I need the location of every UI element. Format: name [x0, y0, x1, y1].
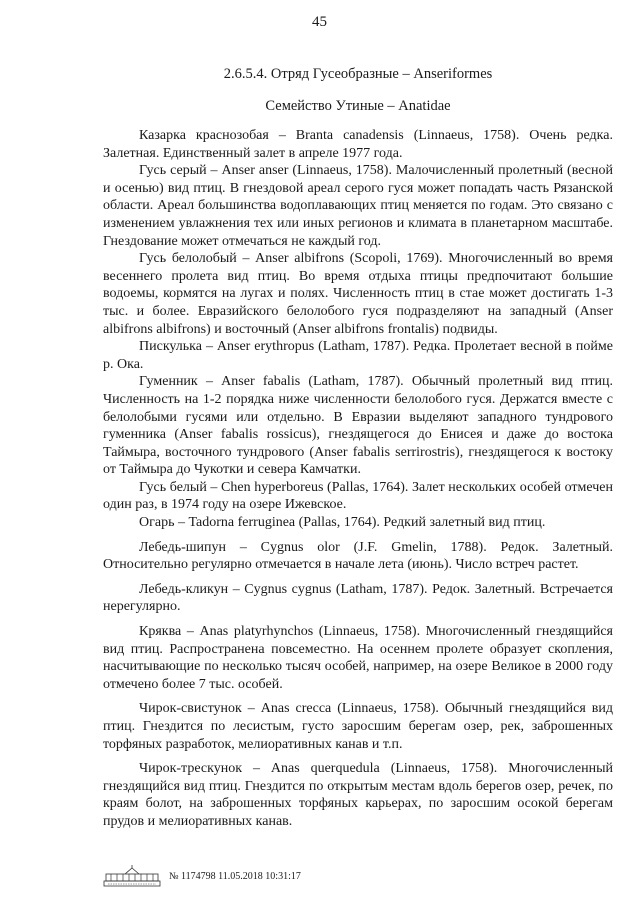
document-stamp-text: № 1174798 11.05.2018 10:31:17 [169, 871, 301, 882]
paragraph-chen-hyperboreus: Гусь белый – Chen hyperboreus (Pallas, 1764). Залет нескольких особей отмечен один раз, в 1974 году на озере Ижевское. [103, 479, 613, 513]
paragraph-cygnus-cygnus: Лебедь-кликун – Cygnus cygnus (Latham, 1787). Редок. Залетный. Встречается нерегулярно. [103, 581, 613, 615]
paragraph-anser-erythropus: Пискулька – Anser erythropus (Latham, 1787). Редка. Пролетает весной в пойме р. Ока. [103, 339, 613, 372]
paragraph-anas-crecca: Чирок-свистунок – Anas crecca (Linnaeus, 1758). Обычный гнездящийся вид птиц. Гнездится по лесистым, густо заросшим берегам озер, рек, заброшенных торфяных разработок, мелиоративных канав и т.п. [103, 701, 613, 752]
family-title: Семейство Утиные – Anatidae [265, 98, 451, 114]
paragraph-anas-platyrhynchos: Кряква – Anas platyrhynchos (Linnaeus, 1758). Многочисленный гнездящийся вид птиц. Распространена повсеместно. На осеннем пролете образует скопления, насчитывающие по несколько тысяч особей, например, на озере Великое в 2000 году отмечено более 7 тыс. особей. [103, 624, 613, 692]
page-number: 45 [312, 14, 327, 30]
paragraph-anas-querquedula: Чирок-трескунок – Anas querquedula (Linnaeus, 1758). Многочисленный гнездящийся вид птиц. Гнездится по открытым местам вдоль берегов озер, речек, по краям болот, на заброшенных торфяных карьерах, по заросшим осокой берегам прудов и мелиоративных канав. [103, 761, 613, 829]
paragraph-cygnus-olor: Лебедь-шипун – Cygnus olor (J.F. Gmelin, 1788). Редок. Залетный. Относительно регулярно отмечается в начале лета (июнь). Число встреч растет. [103, 539, 613, 573]
footer-stamp [103, 864, 403, 888]
document-body [103, 127, 613, 831]
paragraph-anser-anser: Гусь серый – Anser anser (Linnaeus, 1758). Малочисленный пролетный (весной и осенью) вид птиц. В гнездовой ареал серого гуся может попадать часть Рязанской области. Ареал большинства водоплавающих птиц меняется по годам. Это связано с изменением увлажнения тех или иных регионов и климата в планетарном масштабе. Гнездование может отмечаться не каждый год. [103, 163, 613, 249]
paragraph-anser-fabalis: Гуменник – Anser fabalis (Latham, 1787). Обычный пролетный вид птиц. Численность на 1-2 порядка ниже численности белолобого гуся. Держатся вместе с белолобыми гусями или отдельно. В Евразии выделяют западного тундрового гуменника (Anser fabalis rossicus), гнездящегося до Енисея и даже до востока Таймыра, восточного тундрового (Anser fabalis serrirostris), гнездящегося к востоку от Таймыра до Чукотки и севера Камчатки. [103, 374, 613, 478]
building-logo-icon [103, 864, 161, 888]
paragraph-tadorna: Огарь – Tadorna ferruginea (Pallas, 1764). Редкий залетный вид птиц. [139, 515, 546, 531]
paragraph-branta: Казарка краснозобая – Branta canadensis (Linnaeus, 1758). Очень редка. Залетная. Единственный залет в апреле 1977 года. [103, 128, 613, 161]
paragraph-anser-albifrons: Гусь белолобый – Anser albifrons (Scopoli, 1769). Многочисленный во время весеннего пролета вид птиц. Во время отдыха птицы предпочитают большие водоемы, кормятся на лугах и полях. Численность птиц в стае может достигать 1-3 тыс. и более. Евразийского белолобого гуся подразделяют на западный (Anser albifrons albifrons) и восточный (Anser albifrons frontalis) подвиды. [103, 251, 613, 337]
section-title: 2.6.5.4. Отряд Гусеобразные – Anseriformes [223, 66, 493, 82]
